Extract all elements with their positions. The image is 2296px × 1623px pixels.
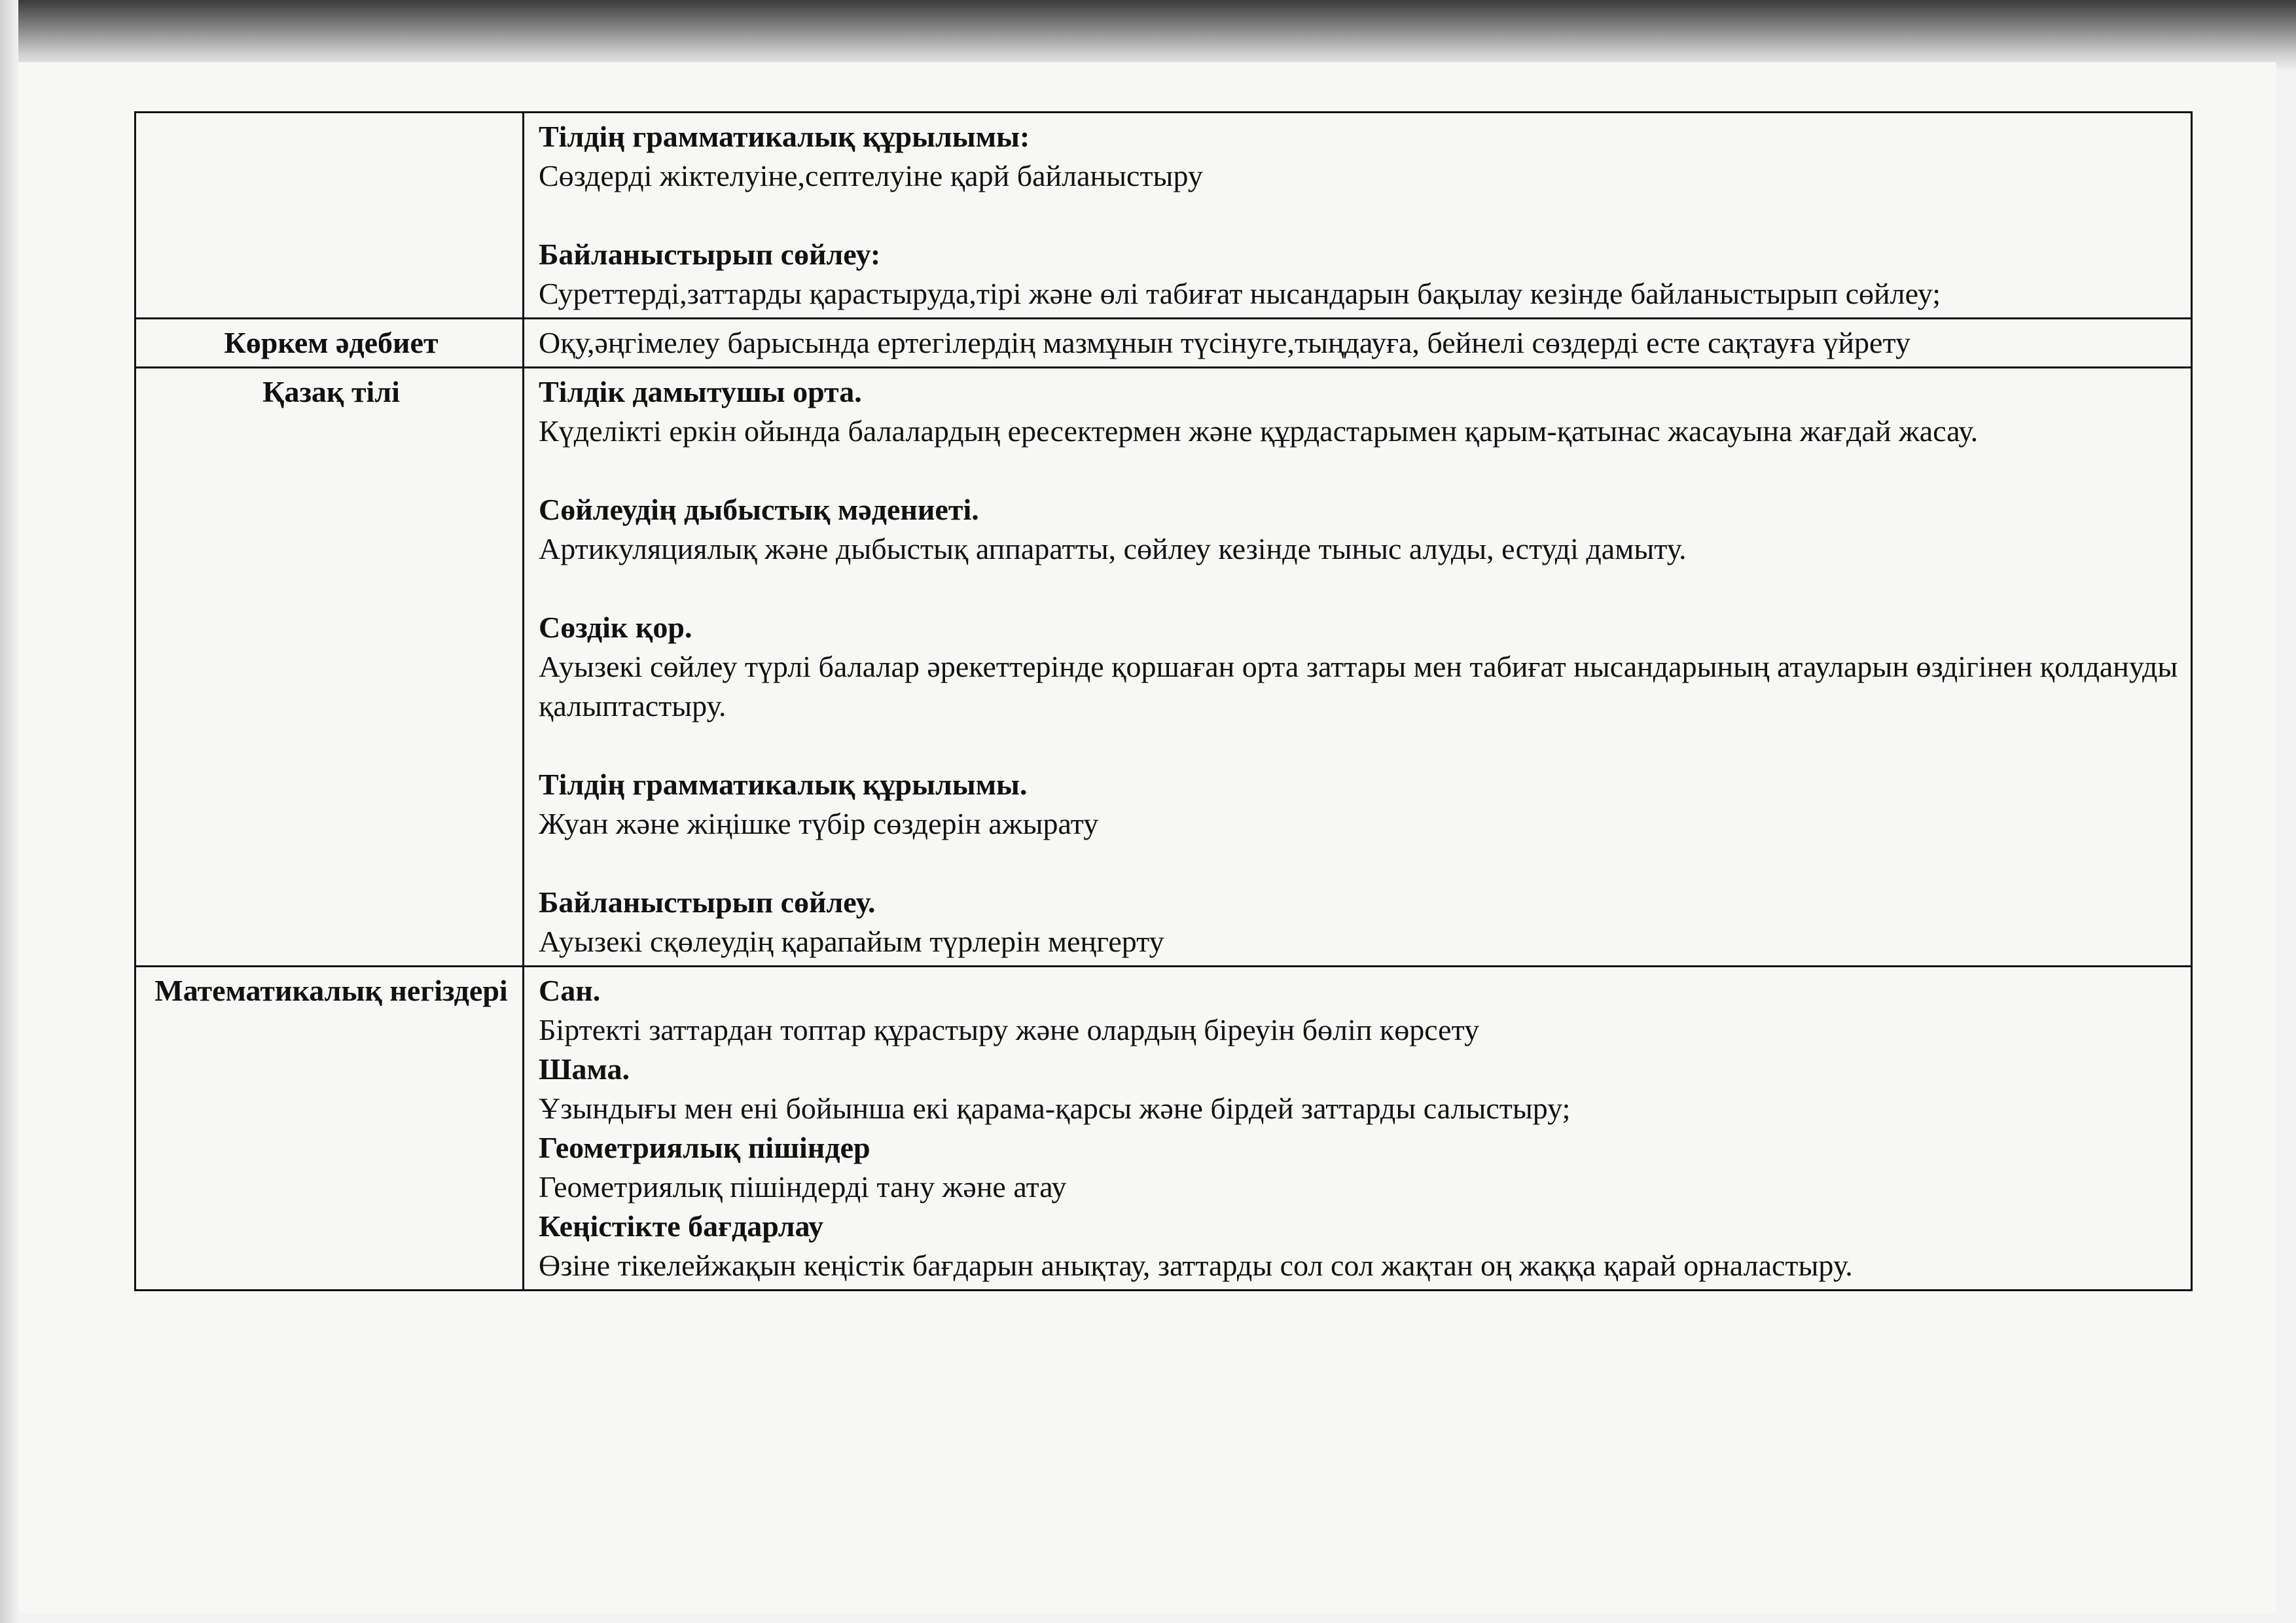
- section-text: Артикуляциялық және дыбыстық аппаратты, сөйлеу кезінде тыныс алуды, естуді дамыту.: [539, 532, 1687, 565]
- section-title: Байланыстырып сөйлеу.: [539, 885, 876, 919]
- content-cell: [524, 368, 2192, 967]
- subject-label: Қазақ тілі: [135, 368, 524, 967]
- curriculum-table: [134, 111, 2193, 1291]
- section-title: Сөздік қор.: [539, 611, 692, 644]
- table-row-mathematics: [135, 967, 2192, 1291]
- section-title: Сөйлеудің дыбыстық мәдениеті.: [539, 493, 979, 526]
- content-cell: [524, 967, 2192, 1291]
- section-text: Өзіне тікелейжақын кеңістік бағдарын анықтау, заттарды сол сол жақтан оң жаққа қарай орналастыру.: [539, 1249, 1853, 1282]
- section-text: Ауызекі сқөлеудің қарапайым түрлерін меңгерту: [539, 925, 1164, 958]
- section-title: Тілдің грамматикалық құрылымы.: [539, 768, 1028, 801]
- table-row-kazakh-language: [135, 368, 2192, 967]
- table-row-literature: [135, 319, 2192, 368]
- section-title: Сан.: [539, 974, 601, 1007]
- content-cell: [524, 113, 2192, 319]
- section-text: Оқу,әңгімелеу барысында ертегілердің мазмұнын түсінуге,тыңдауға, бейнелі сөздерді есте сақтауға үйрету: [539, 326, 1910, 359]
- section-title: Тілдік дамытушы орта.: [539, 375, 862, 408]
- section-title: Шама.: [539, 1052, 630, 1086]
- section-title: Геометриялық пішіндер: [539, 1131, 870, 1164]
- section-text: Ауызекі сөйлеу түрлі балалар әрекеттерінде қоршаған орта заттары мен табиғат нысандарының атауларын өздігінен қолдануды қалыптастыру.: [539, 650, 2178, 722]
- content-cell: [524, 319, 2192, 368]
- scan-shadow-left: [0, 0, 18, 1623]
- section-text: Сөздерді жіктелуіне,септелуіне қарй байланыстыру: [539, 159, 1203, 192]
- subject-cell-empty: [135, 113, 524, 319]
- section-title: Байланыстырып сөйлеу:: [539, 238, 881, 271]
- section-text: Суреттерді,заттарды қарастыруда,тірі және өлі табиғат нысандарын бақылау кезінде байланыстырып сөйлеу;: [539, 277, 1941, 310]
- section-title: Кеңістікте бағдарлау: [539, 1209, 824, 1243]
- table-row-grammar-speech: [135, 113, 2192, 319]
- section-text: Күделікті еркін ойында балалардың ересектермен және құрдастарымен қарым-қатынас жасауына жағдай жасау.: [539, 414, 1979, 448]
- section-text: Геометриялық пішіндерді тану және атау: [539, 1170, 1067, 1204]
- section-text: Ұзындығы мен ені бойынша екі қарама-қарсы және бірдей заттарды салыстыру;: [539, 1092, 1571, 1125]
- subject-label: Көркем әдебиет: [135, 319, 524, 368]
- section-title: Тілдің грамматикалық құрылымы:: [539, 120, 1030, 153]
- section-text: Жуан және жіңішке түбір сөздерін ажырату: [539, 807, 1099, 840]
- subject-label: Математикалық негіздері: [135, 967, 524, 1291]
- scan-shadow-top: [0, 0, 2296, 72]
- section-text: Біртекті заттардан топтар құрастыру және олардың біреуін бөліп көрсету: [539, 1013, 1480, 1046]
